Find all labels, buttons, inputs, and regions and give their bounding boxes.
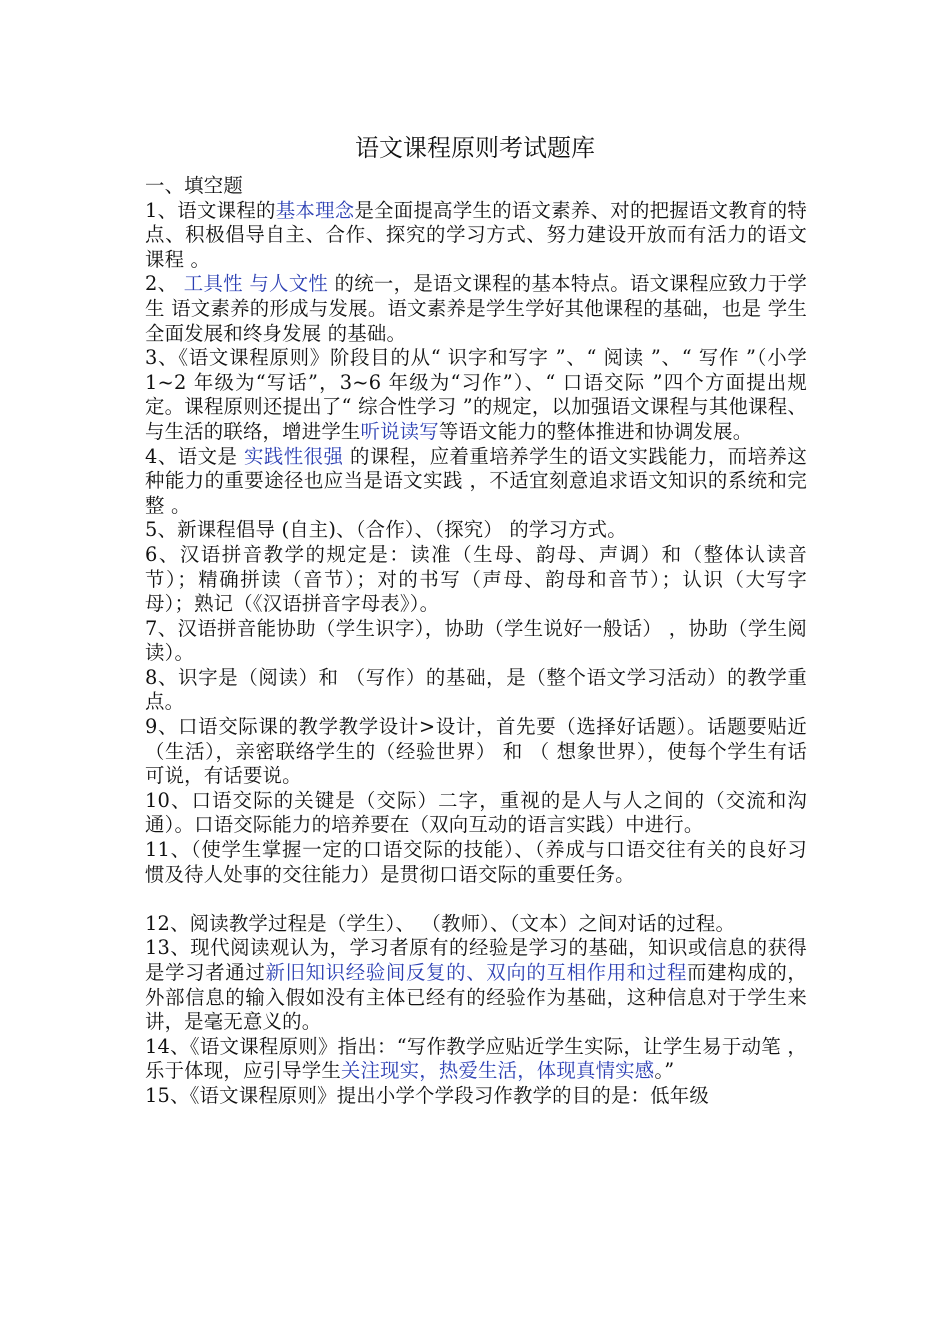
question-text: 。” xyxy=(654,1059,675,1083)
question-q13 xyxy=(145,936,807,1034)
question-text: 4、语文是 xyxy=(145,444,244,468)
question-q3 xyxy=(145,346,807,444)
question-q15 xyxy=(145,1084,807,1109)
question-q10 xyxy=(145,789,807,838)
question-q4 xyxy=(145,445,807,519)
question-q9 xyxy=(145,715,807,789)
question-text: 12、阅读教学过程是（学生）、 （教师）、（文本）之间对话的过程。 xyxy=(145,911,736,935)
question-text: 而建构成的，外部信息的输入假如没有主体已经有的经验作为基础，这种信息对于学生来讲，是毫无意义的。 xyxy=(145,961,807,1034)
question-q2 xyxy=(145,272,807,346)
question-text: 11、（使学生掌握一定的口语交际的技能）、（养成与口语交往有关的良好习惯及待人处事的交往能力）是贯彻口语交际的重要任务。 xyxy=(145,838,807,886)
question-q1 xyxy=(145,199,807,273)
paragraph-gap xyxy=(145,887,807,912)
question-text: 13、现代阅读观认为，学习者原有的经验是学习的基础，知识或信息的获得是学习者通过 xyxy=(145,936,807,984)
question-q7 xyxy=(145,617,807,666)
question-text: 8、识字是（阅读）和 （写作）的基础，是（整个语文学习活动）的教学重点。 xyxy=(145,665,807,714)
question-text: 的课程，应着重培养学生的语文实践能力，而培养这种能力的重要途径也应当是语文实践 ，不适宜刻意追求语文知识的系统和完整 。 xyxy=(145,444,808,517)
highlighted-answer: 工具性 与人文性 xyxy=(183,272,329,296)
question-text: 3、《语文课程原则》阶段目的从“ 识字和写字 ”、“ 阅读 ”、“ 写作 ”（小学 1~2 年级为“写话”，3~6 年级为“习作”）、“ 口语交际 ”四个方面提出规定。课程原则还提出了“ 综合性学习 ”的规定，以加强语文课程与其他课程、与生活的联络，增进学生 xyxy=(145,346,807,443)
question-q8 xyxy=(145,666,807,715)
highlighted-answer: 基本理念 xyxy=(275,198,355,222)
question-text: 1、语文课程的 xyxy=(145,198,276,222)
question-q14 xyxy=(145,1035,807,1084)
question-text: 5、新课程倡导 (自主)、（合作）、（探究） 的学习方式。 xyxy=(145,518,627,542)
question-text: 10、口语交际的关键是（交际）二字，重视的是人与人之间的（交流和沟通）。口语交际能力的培养要在（双向互动的语言实践）中进行。 xyxy=(145,788,807,837)
question-text: 7、汉语拼音能协助（学生识字），协助（学生说好一般话） ，协助（学生阅读）。 xyxy=(145,616,807,665)
document-body xyxy=(145,174,807,1109)
question-text: 15、《语文课程原则》提出小学个学段习作教学的目的是：低年级 xyxy=(145,1083,709,1107)
highlighted-answer: 新旧知识经验间反复的、双向的互相作用和过程 xyxy=(265,961,688,984)
question-text: 14、《语文课程原则》指出：“写作教学应贴近学生实际，让学生易于动笔 ，乐于体现，应引导学生 xyxy=(145,1034,807,1083)
page-title: 语文课程原则考试题库 xyxy=(355,134,595,162)
question-q5 xyxy=(145,518,807,543)
question-q6 xyxy=(145,543,807,617)
question-text: 2、 xyxy=(145,272,184,296)
section-heading: 一、填空题 xyxy=(145,174,243,197)
question-text: 9、口语交际课的教学教学设计>设计，首先要（选择好话题）。话题要贴近（生活），亲密联络学生的（经验世界） 和 （ 想象世界），使每个学生有话可说，有话要说。 xyxy=(145,715,807,788)
question-text: 的统一，是语文课程的基本特点。语文课程应致力于学生 语文素养的形成与发展。语文素养是学生学好其他课程的基础，也是 学生全面发展和终身发展 的基础。 xyxy=(145,272,807,345)
question-text: 等语文能力的整体推进和协调发展。 xyxy=(438,419,753,443)
highlighted-answer: 关注现实，热爱生活，体现真情实感 xyxy=(340,1059,655,1083)
question-text: 6、汉语拼音教学的规定是：读准（生母、韵母、声调）和（整体认读音节）；精确拼读（音节）；对的书写（声母、韵母和音节）；认识（大写字母）；熟记（《汉语拼音字母表》）。 xyxy=(145,542,807,616)
question-q12 xyxy=(145,912,807,937)
highlighted-answer: 实践性很强 xyxy=(244,444,344,468)
question-text: 是全面提高学生的语文素养、对的把握语文教育的特点、积极倡导自主、合作、探究的学习方式、努力建设开放而有活力的语文课程 。 xyxy=(145,198,807,271)
highlighted-answer: 听说读写 xyxy=(360,419,439,443)
question-q11 xyxy=(145,838,807,887)
